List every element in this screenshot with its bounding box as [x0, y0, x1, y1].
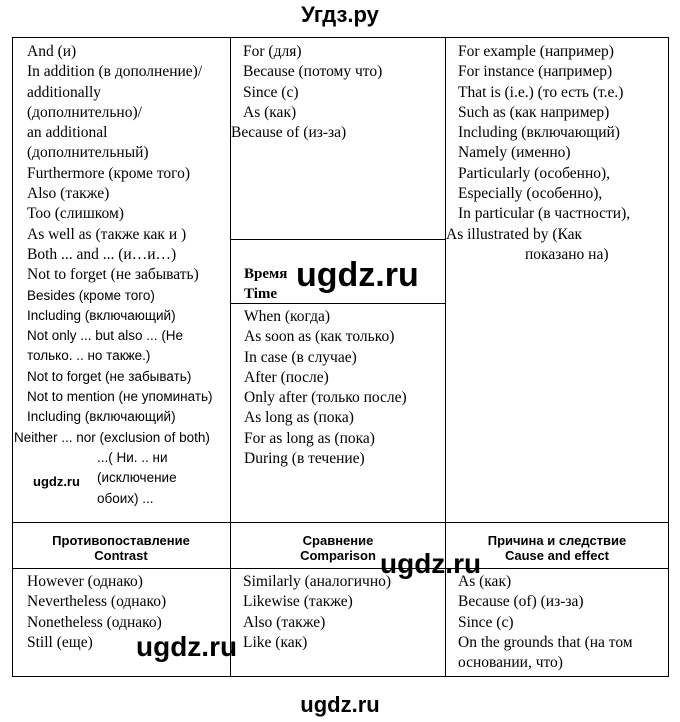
list-item: In addition (в дополнение)/	[27, 63, 203, 81]
watermark-bottom-left: ugdz.ru	[136, 631, 238, 662]
watermark-bottom-mid: ugdz.ru	[380, 548, 482, 579]
list-item: As illustrated by (Как	[446, 225, 583, 243]
list-item: Not to forget (не забывать)	[27, 266, 199, 284]
time-heading-ru: Время	[244, 266, 288, 282]
list-item: On the grounds that (на том	[458, 633, 633, 651]
comparison-heading-en: Comparison	[300, 548, 376, 563]
table-bottom-border	[12, 676, 669, 677]
list-item: Only after (только после)	[244, 389, 407, 407]
cause-list	[458, 572, 666, 673]
table-left-border	[12, 37, 13, 677]
list-item: In case (в случае)	[244, 348, 357, 366]
list-item: Especially (особенно),	[458, 185, 603, 203]
time-heading	[244, 264, 287, 304]
contrast-heading	[13, 533, 229, 563]
list-item: Like (как)	[243, 633, 308, 651]
table-right-border	[668, 37, 669, 677]
watermark-center: ugdz.ru	[296, 256, 419, 294]
list-item: Because (of) (из-за)	[458, 593, 584, 611]
list-item: That is (i.e.) (то есть (т.е.)	[458, 83, 624, 101]
list-item: As (как)	[243, 103, 297, 121]
list-item: For example (например)	[458, 43, 614, 60]
list-item: Because (потому что)	[243, 63, 383, 81]
list-item: Not to forget (не забывать)	[27, 368, 192, 384]
list-item: Namely (именно)	[458, 144, 571, 162]
list-item: основании, что)	[458, 654, 563, 672]
comparison-list	[243, 572, 443, 653]
list-item: In particular (в частности),	[458, 205, 631, 223]
list-item: показано на)	[525, 245, 609, 263]
contrast-heading-ru: Противопоставление	[52, 533, 190, 548]
list-item: As (как)	[458, 573, 512, 590]
table-divider-row	[12, 522, 669, 523]
list-item: After (после)	[244, 368, 329, 386]
time-list	[244, 307, 444, 469]
list-item: Besides (кроме того)	[27, 287, 155, 303]
list-item: Since (с)	[458, 613, 514, 631]
time-box-top	[230, 239, 445, 240]
list-item: And (и)	[27, 43, 77, 60]
list-item: Including (включающий)	[458, 124, 620, 142]
cause-heading-ru: Причина и следствие	[487, 533, 627, 548]
example-list	[446, 42, 666, 265]
list-item: However (однако)	[27, 573, 143, 590]
list-item: For as long as (пока)	[244, 429, 375, 447]
list-item: Furthermore (кроме того)	[27, 164, 191, 182]
list-item: (исключение	[97, 470, 177, 486]
list-item: Nonetheless (однако)	[27, 613, 162, 631]
list-item: an additional	[27, 124, 108, 142]
list-item: As soon as (как только)	[244, 328, 395, 346]
list-item: Too (слишком)	[27, 205, 124, 223]
list-item: Such as (как например)	[458, 103, 610, 121]
heading-divider	[12, 568, 669, 569]
list-item: только. .. но также.)	[27, 348, 151, 364]
list-item: Including (включающий)	[27, 307, 176, 323]
comparison-heading-ru: Сравнение	[302, 533, 374, 548]
list-item: Nevertheless (однако)	[27, 593, 167, 611]
list-item: Similarly (аналогично)	[243, 573, 392, 590]
list-item: When (когда)	[244, 308, 331, 325]
list-item: Both ... and ... (и…и…)	[27, 245, 177, 263]
list-item: During (в течение)	[244, 450, 365, 468]
contrast-heading-en: Contrast	[94, 548, 148, 563]
list-item: Not only ... but also ... (Не	[27, 328, 184, 344]
table-top-border	[12, 37, 669, 38]
addition-list	[14, 42, 228, 509]
site-title: Угдз.ру	[301, 2, 379, 27]
list-item: As well as (также как и )	[27, 225, 187, 243]
watermark-left-small: ugdz.ru	[33, 474, 80, 489]
list-item: обоих) ...	[97, 490, 154, 506]
list-item: ...( Ни. .. ни	[97, 449, 168, 465]
list-item: Not to mention (не упоминать)	[27, 389, 213, 405]
list-item: (дополнительно)/	[27, 103, 142, 121]
list-item: For (для)	[243, 43, 302, 60]
list-item: As long as (пока)	[244, 409, 354, 427]
list-item: Likewise (также)	[243, 593, 353, 611]
list-item: Also (также)	[243, 613, 326, 631]
time-heading-en: Time	[244, 286, 278, 302]
list-item: For instance (например)	[458, 63, 613, 81]
list-item: Because of (из-за)	[231, 124, 347, 142]
list-item: Including (включающий)	[27, 409, 176, 425]
list-item: Still (еще)	[27, 633, 93, 651]
reason-list	[231, 42, 443, 143]
list-item: Also (также)	[27, 185, 110, 203]
list-item: additionally	[27, 83, 102, 101]
list-item: Since (с)	[243, 83, 299, 101]
list-item: Particularly (особенно),	[458, 164, 611, 182]
footer-watermark: ugdz.ru	[300, 692, 380, 717]
list-item: Neither ... nor (exclusion of both)	[14, 429, 210, 445]
cause-heading-en: Cause and effect	[504, 548, 610, 563]
list-item: (дополнительный)	[27, 144, 149, 162]
